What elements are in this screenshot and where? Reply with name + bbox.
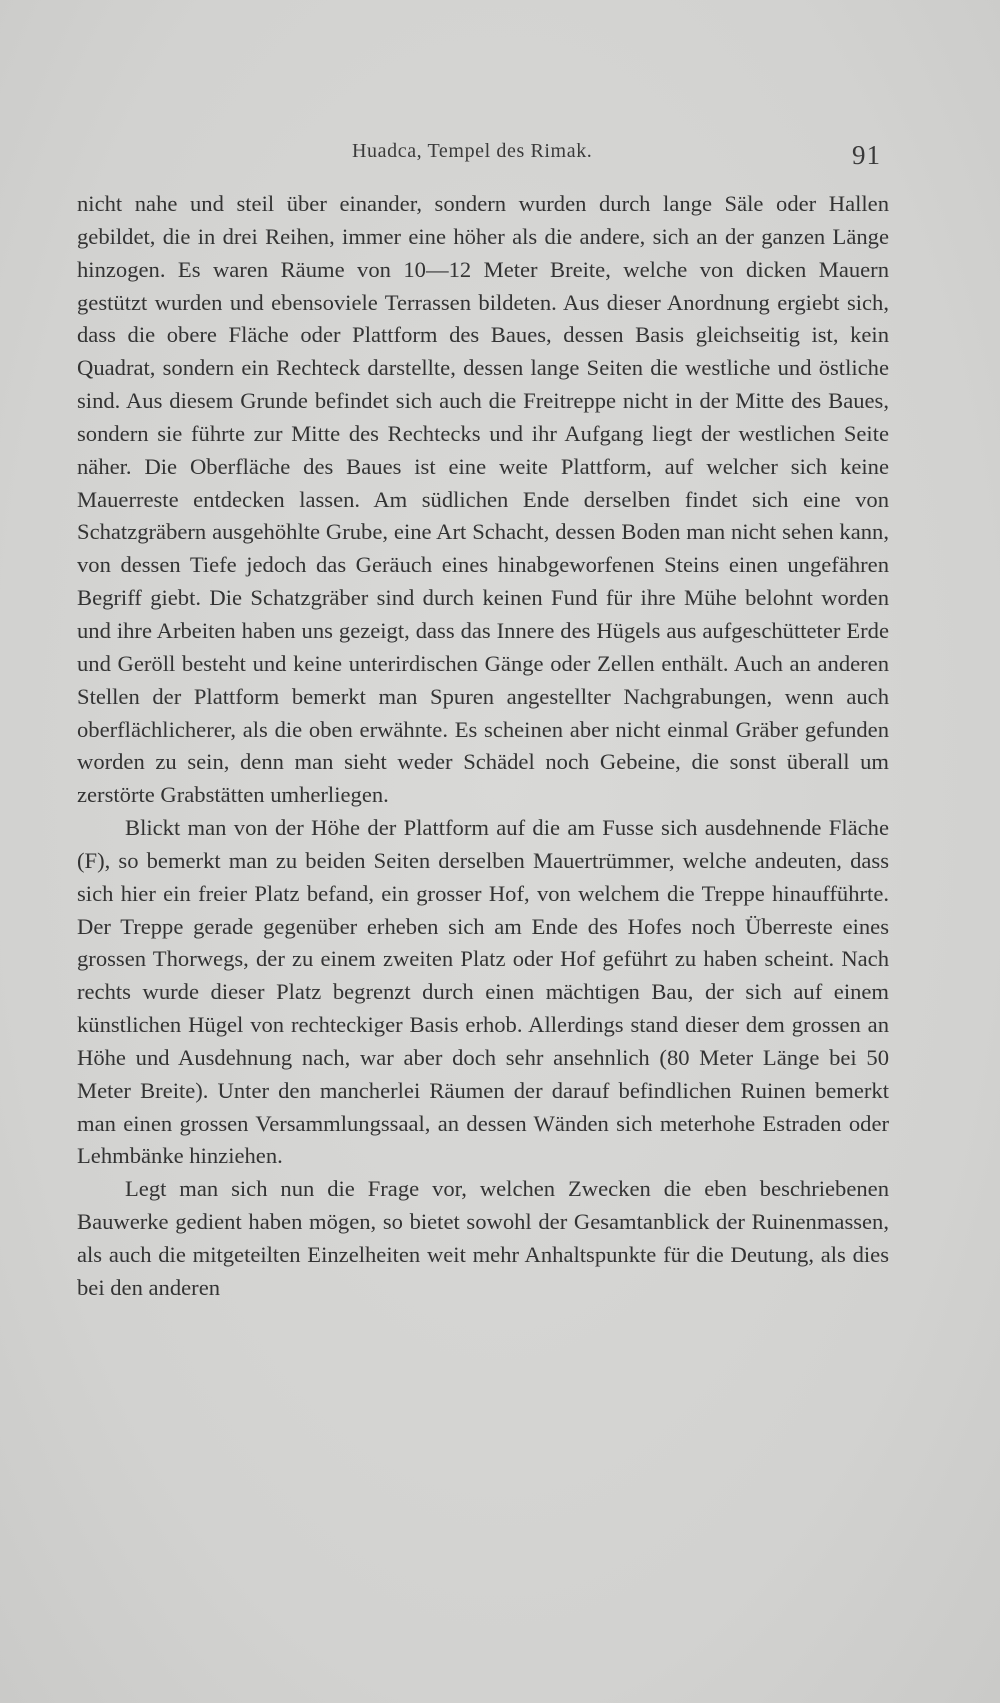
page-number: 91: [852, 140, 881, 170]
paragraph-2: Blickt man von der Höhe der Plattform auf die am Fusse sich ausdehnende Fläche (F), so bemerkt man zu beiden Seiten derselben Mauertrümmer, welche andeuten, dass sich hier ein freier Platz befand, ein grosser Hof, von welchem die Treppe hinaufführte. Der Treppe gerade gegenüber erheben sich am Ende des Hofes noch Überreste eines grossen Thorwegs, der zu einem zweiten Platz oder Hof geführt zu haben scheint. Nach rechts wurde dieser Platz begrenzt durch einen mächtigen Bau, der sich auf einem künstlichen Hügel von rechteckiger Basis erhob. Allerdings stand dieser dem grossen an Höhe und Ausdehnung nach, war aber doch sehr ansehnlich (80 Meter Länge bei 50 Meter Breite). Unter den mancherlei Räumen der darauf befindlichen Ruinen bemerkt man einen grossen Versammlungssaal, an dessen Wänden sich meterhohe Estraden oder Lehmbänke hinziehen.: [77, 815, 889, 1169]
page-header: [0, 136, 1000, 176]
body-text: [77, 188, 889, 1305]
paragraph-1: nicht nahe und steil über einander, sondern wurden durch lange Säle oder Hallen gebildet, die in drei Reihen, immer eine höher als die andere, sich an der ganzen Länge hinzogen. Es waren Räume von 10—12 Meter Breite, welche von dicken Mauern gestützt wurden und ebensoviele Terrassen bildeten. Aus dieser Anordnung ergiebt sich, dass die obere Fläche oder Plattform des Baues, dessen Basis gleichseitig ist, kein Quadrat, sondern ein Rechteck darstellte, dessen lange Seiten die westliche und östliche sind. Aus diesem Grunde befindet sich auch die Freitreppe nicht in der Mitte des Baues, sondern sie führte zur Mitte des Rechtecks und ihr Aufgang liegt der westlichen Seite näher. Die Oberfläche des Baues ist eine weite Plattform, auf welcher sich keine Mauerreste entdecken lassen. Am südlichen Ende derselben findet sich eine von Schatzgräbern ausgehöhlte Grube, eine Art Schacht, dessen Boden man nicht sehen kann, von dessen Tiefe jedoch das Geräuch eines hinabgeworfenen Steins einen ungefähren Begriff giebt. Die Schatzgräber sind durch keinen Fund für ihre Mühe belohnt worden und ihre Arbeiten haben uns gezeigt, dass das Innere des Hügels aus aufgeschütteter Erde und Geröll besteht und keine unterirdischen Gänge oder Zellen enthält. Auch an anderen Stellen der Plattform bemerkt man Spuren angestellter Nachgrabungen, wenn auch oberflächlicherer, als die oben erwähnte. Es scheinen aber nicht einmal Gräber gefunden worden zu sein, denn man sieht weder Schädel noch Gebeine, die sonst überall um zerstörte Grabstätten umherliegen.: [77, 191, 889, 808]
paragraph-3: Legt man sich nun die Frage vor, welchen Zwecken die eben beschriebenen Bauwerke gedient haben mögen, so bietet sowohl der Gesamtanblick der Ruinenmassen, als auch die mitgeteilten Einzelheiten weit mehr Anhaltspunkte für die Deutung, als dies bei den anderen: [77, 1176, 889, 1300]
running-title: Huadca, Tempel des Rimak.: [352, 140, 593, 162]
